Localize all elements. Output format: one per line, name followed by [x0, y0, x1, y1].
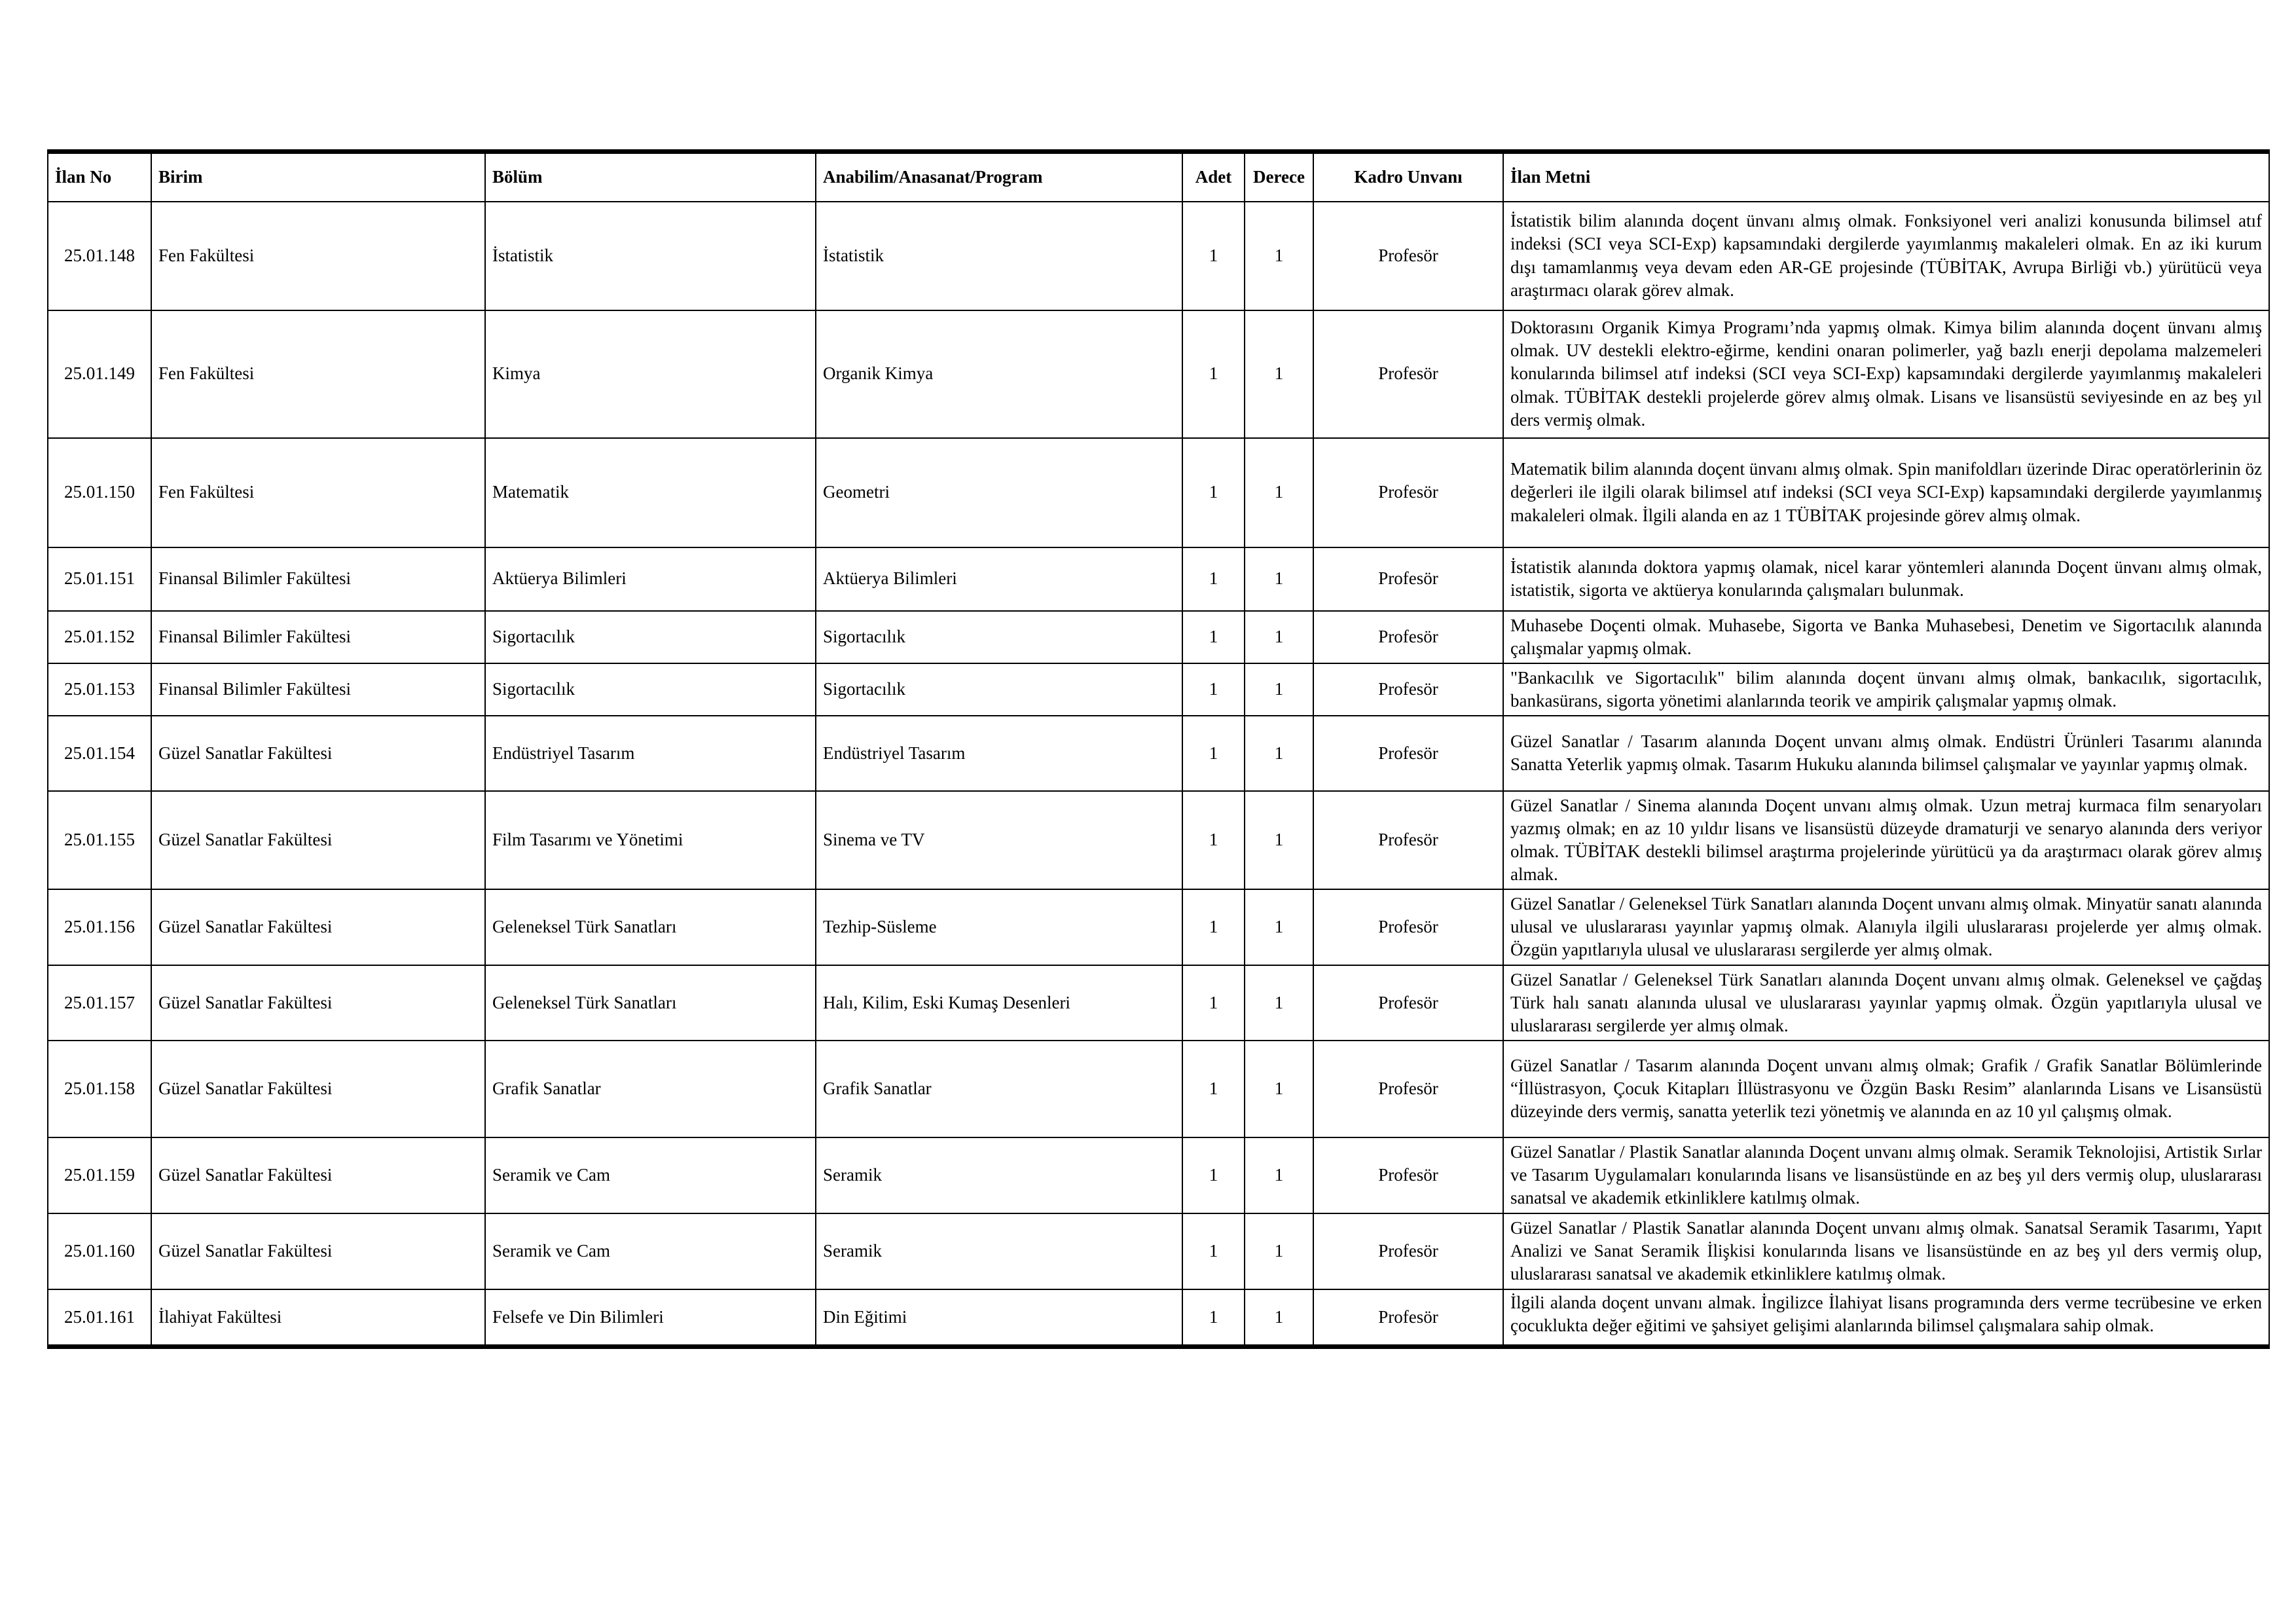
cell-ilan-metni: Güzel Sanatlar / Geleneksel Türk Sanatları alanında Doçent unvanı almış olmak. Minyatür sanatı alanında ulusal ve uluslararası yayınlar yapmış olmak. Alanıyla ilgili uluslararası projelerde yer almış olmak. Özgün yapıtlarıyla ulusal ve uluslararası sergilerde yer almış olmak.	[1503, 889, 2269, 965]
cell-derece: 1	[1245, 965, 1313, 1041]
cell-kadro-unvani: Profesör	[1313, 1213, 1503, 1289]
cell-anabilim: Organik Kimya	[816, 310, 1182, 438]
cell-ilan-no: 25.01.157	[48, 965, 151, 1041]
cell-bolum: İstatistik	[485, 202, 816, 310]
cell-adet: 1	[1182, 965, 1245, 1041]
cell-kadro-unvani: Profesör	[1313, 791, 1503, 889]
cell-bolum: Seramik ve Cam	[485, 1213, 816, 1289]
cell-bolum: Seramik ve Cam	[485, 1137, 816, 1213]
cell-ilan-no: 25.01.153	[48, 663, 151, 716]
cell-adet: 1	[1182, 310, 1245, 438]
cell-adet: 1	[1182, 202, 1245, 310]
cell-ilan-metni: Güzel Sanatlar / Plastik Sanatlar alanında Doçent unvanı almış olmak. Sanatsal Seramik Tasarımı, Yapıt Analizi ve Sanat Seramik İlişkisi konularında lisans ve lisansüstünde en az beş yıl ders vermiş olup, uluslararası sanatsal ve akademik etkinliklere katılmış olmak.	[1503, 1213, 2269, 1289]
cell-adet: 1	[1182, 1289, 1245, 1347]
cell-ilan-no: 25.01.152	[48, 611, 151, 663]
cell-anabilim: Seramik	[816, 1213, 1182, 1289]
table-row	[48, 202, 2269, 310]
cell-anabilim: Tezhip-Süsleme	[816, 889, 1182, 965]
column-header-ilan-metni: İlan Metni	[1503, 152, 2269, 202]
cell-ilan-metni: Güzel Sanatlar / Geleneksel Türk Sanatları alanında Doçent unvanı almış olmak. Geleneksel ve çağdaş Türk halı sanatı alanında ulusal ve uluslararası yayınlar yapmış olmak. Özgün yapıtlarıyla ulusal ve uluslararası sergilerde yer almış olmak.	[1503, 965, 2269, 1041]
cell-anabilim: Grafik Sanatlar	[816, 1041, 1182, 1137]
cell-kadro-unvani: Profesör	[1313, 611, 1503, 663]
cell-ilan-metni: İlgili alanda doçent unvanı almak. İngilizce İlahiyat lisans programında ders verme tecrübesine ve erken çocuklukta değer eğitimi ve şahsiyet gelişimi alanlarında bilimsel çalışmalara sahip olmak.	[1503, 1289, 2269, 1347]
cell-derece: 1	[1245, 663, 1313, 716]
cell-birim: Güzel Sanatlar Fakültesi	[151, 716, 485, 791]
cell-derece: 1	[1245, 1137, 1313, 1213]
table-row	[48, 791, 2269, 889]
cell-derece: 1	[1245, 310, 1313, 438]
column-header-adet: Adet	[1182, 152, 1245, 202]
cell-anabilim: Aktüerya Bilimleri	[816, 547, 1182, 611]
cell-derece: 1	[1245, 1213, 1313, 1289]
cell-ilan-metni: Güzel Sanatlar / Plastik Sanatlar alanında Doçent unvanı almış olmak. Seramik Teknolojisi, Artistik Sırlar ve Tasarım Uygulamaları konularında lisans ve lisansüstünde en az beş yıl ders vermiş olup, uluslararası sanatsal ve akademik etkinliklere katılmış olmak.	[1503, 1137, 2269, 1213]
cell-anabilim: Seramik	[816, 1137, 1182, 1213]
cell-kadro-unvani: Profesör	[1313, 547, 1503, 611]
cell-birim: İlahiyat Fakültesi	[151, 1289, 485, 1347]
cell-ilan-no: 25.01.148	[48, 202, 151, 310]
table-row	[48, 716, 2269, 791]
cell-anabilim: Din Eğitimi	[816, 1289, 1182, 1347]
cell-anabilim: Sinema ve TV	[816, 791, 1182, 889]
table-row	[48, 310, 2269, 438]
cell-ilan-metni: Doktorasını Organik Kimya Programı’nda yapmış olmak. Kimya bilim alanında doçent ünvanı almış olmak. UV destekli elektro-eğirme, kendini onaran polimerler, yağ bazlı enerji depolama malzemeleri konularında bilimsel atıf indeksi (SCI veya SCI-Exp) kapsamındaki dergilerde yayımlanmış makaleleri olmak. TÜBİTAK destekli projelerde görev almış olmak. Lisans ve lisansüstü seviyesinde en az beş yıl ders vermiş olmak.	[1503, 310, 2269, 438]
cell-ilan-no: 25.01.151	[48, 547, 151, 611]
cell-birim: Güzel Sanatlar Fakültesi	[151, 1041, 485, 1137]
cell-birim: Güzel Sanatlar Fakültesi	[151, 889, 485, 965]
cell-bolum: Endüstriyel Tasarım	[485, 716, 816, 791]
cell-bolum: Sigortacılık	[485, 663, 816, 716]
cell-kadro-unvani: Profesör	[1313, 310, 1503, 438]
table-row	[48, 889, 2269, 965]
cell-ilan-metni: Muhasebe Doçenti olmak. Muhasebe, Sigorta ve Banka Muhasebesi, Denetim ve Sigortacılık alanında çalışmalar yapmış olmak.	[1503, 611, 2269, 663]
cell-anabilim: Halı, Kilim, Eski Kumaş Desenleri	[816, 965, 1182, 1041]
cell-bolum: Kimya	[485, 310, 816, 438]
cell-birim: Güzel Sanatlar Fakültesi	[151, 965, 485, 1041]
cell-kadro-unvani: Profesör	[1313, 1289, 1503, 1347]
cell-ilan-metni: Güzel Sanatlar / Tasarım alanında Doçent unvanı almış olmak. Endüstri Ürünleri Tasarımı alanında Sanatta Yeterlik yapmış olmak. Tasarım Hukuku alanında bilimsel çalışmalar ve yayınlar yapmış olmak.	[1503, 716, 2269, 791]
cell-birim: Fen Fakültesi	[151, 310, 485, 438]
kadro-ilan-table	[47, 149, 2270, 1349]
cell-ilan-no: 25.01.154	[48, 716, 151, 791]
cell-adet: 1	[1182, 438, 1245, 547]
cell-bolum: Film Tasarımı ve Yönetimi	[485, 791, 816, 889]
cell-kadro-unvani: Profesör	[1313, 889, 1503, 965]
column-header-bolum: Bölüm	[485, 152, 816, 202]
cell-ilan-metni: Güzel Sanatlar / Sinema alanında Doçent unvanı almış olmak. Uzun metraj kurmaca film senaryoları yazmış olmak; en az 10 yıldır lisans ve lisansüstü düzeyde dramaturji ve senaryo alanında ders veriyor olmak. TÜBİTAK destekli bilimsel araştırma projelerinde yürütücü ya da araştırmacı olarak görev almış almak.	[1503, 791, 2269, 889]
cell-bolum: Geleneksel Türk Sanatları	[485, 965, 816, 1041]
cell-adet: 1	[1182, 791, 1245, 889]
cell-derece: 1	[1245, 1041, 1313, 1137]
cell-kadro-unvani: Profesör	[1313, 438, 1503, 547]
cell-kadro-unvani: Profesör	[1313, 1041, 1503, 1137]
cell-adet: 1	[1182, 1041, 1245, 1137]
table-row	[48, 965, 2269, 1041]
cell-bolum: Aktüerya Bilimleri	[485, 547, 816, 611]
cell-adet: 1	[1182, 611, 1245, 663]
cell-anabilim: Sigortacılık	[816, 663, 1182, 716]
cell-birim: Finansal Bilimler Fakültesi	[151, 547, 485, 611]
column-header-kadro-unvani: Kadro Unvanı	[1313, 152, 1503, 202]
cell-anabilim: Endüstriyel Tasarım	[816, 716, 1182, 791]
cell-birim: Güzel Sanatlar Fakültesi	[151, 1213, 485, 1289]
cell-ilan-metni: İstatistik bilim alanında doçent ünvanı almış olmak. Fonksiyonel veri analizi konusunda bilimsel atıf indeksi (SCI veya SCI-Exp) kapsamındaki dergilerde yayımlanmış makaleleri olmak. En az iki kurum dışı tamamlanmış veya devam eden AR-GE projesinde (TÜBİTAK, Avrupa Birliği vb.) yürütücü veya araştırmacı olarak görev almak.	[1503, 202, 2269, 310]
cell-derece: 1	[1245, 716, 1313, 791]
table-row	[48, 1213, 2269, 1289]
cell-ilan-metni: "Bankacılık ve Sigortacılık" bilim alanında doçent ünvanı almış olmak, bankacılık, sigortacılık, bankasürans, sigorta yönetimi alanlarında teorik ve ampirik çalışmalar yapmış olmak.	[1503, 663, 2269, 716]
cell-derece: 1	[1245, 791, 1313, 889]
column-header-derece: Derece	[1245, 152, 1313, 202]
cell-adet: 1	[1182, 1213, 1245, 1289]
cell-ilan-no: 25.01.160	[48, 1213, 151, 1289]
cell-birim: Güzel Sanatlar Fakültesi	[151, 1137, 485, 1213]
cell-adet: 1	[1182, 889, 1245, 965]
cell-derece: 1	[1245, 438, 1313, 547]
cell-ilan-metni: İstatistik alanında doktora yapmış olamak, nicel karar yöntemleri alanında Doçent ünvanı almış olmak, istatistik, sigorta ve aktüerya konularında çalışmaları bulunmak.	[1503, 547, 2269, 611]
header-row	[48, 152, 2269, 202]
cell-derece: 1	[1245, 1289, 1313, 1347]
cell-bolum: Grafik Sanatlar	[485, 1041, 816, 1137]
cell-adet: 1	[1182, 663, 1245, 716]
table-row	[48, 611, 2269, 663]
cell-kadro-unvani: Profesör	[1313, 663, 1503, 716]
column-header-birim: Birim	[151, 152, 485, 202]
cell-kadro-unvani: Profesör	[1313, 716, 1503, 791]
cell-ilan-no: 25.01.161	[48, 1289, 151, 1347]
cell-derece: 1	[1245, 547, 1313, 611]
cell-kadro-unvani: Profesör	[1313, 202, 1503, 310]
cell-derece: 1	[1245, 611, 1313, 663]
cell-birim: Fen Fakültesi	[151, 202, 485, 310]
cell-derece: 1	[1245, 202, 1313, 310]
cell-adet: 1	[1182, 1137, 1245, 1213]
cell-kadro-unvani: Profesör	[1313, 1137, 1503, 1213]
cell-birim: Fen Fakültesi	[151, 438, 485, 547]
table-row	[48, 438, 2269, 547]
cell-birim: Güzel Sanatlar Fakültesi	[151, 791, 485, 889]
cell-adet: 1	[1182, 716, 1245, 791]
cell-birim: Finansal Bilimler Fakültesi	[151, 663, 485, 716]
table-row	[48, 1289, 2269, 1347]
cell-ilan-metni: Güzel Sanatlar / Tasarım alanında Doçent unvanı almış olmak; Grafik / Grafik Sanatlar Bölümlerinde “İllüstrasyon, Çocuk Kitapları İllüstrasyonu ve Özgün Baskı Resim” alanlarında Lisans ve Lisansüstü düzeyinde ders vermiş, sanatta yeterlik tezi yönetmiş ve alanında en az 10 yıl çalışmış olmak.	[1503, 1041, 2269, 1137]
table-row	[48, 1137, 2269, 1213]
cell-derece: 1	[1245, 889, 1313, 965]
cell-birim: Finansal Bilimler Fakültesi	[151, 611, 485, 663]
cell-anabilim: Geometri	[816, 438, 1182, 547]
table-row	[48, 663, 2269, 716]
cell-ilan-no: 25.01.159	[48, 1137, 151, 1213]
cell-adet: 1	[1182, 547, 1245, 611]
cell-bolum: Felsefe ve Din Bilimleri	[485, 1289, 816, 1347]
cell-ilan-no: 25.01.149	[48, 310, 151, 438]
column-header-anabilim: Anabilim/Anasanat/Program	[816, 152, 1182, 202]
cell-ilan-no: 25.01.156	[48, 889, 151, 965]
cell-ilan-no: 25.01.150	[48, 438, 151, 547]
table-row	[48, 1041, 2269, 1137]
cell-kadro-unvani: Profesör	[1313, 965, 1503, 1041]
cell-bolum: Matematik	[485, 438, 816, 547]
cell-bolum: Sigortacılık	[485, 611, 816, 663]
cell-ilan-no: 25.01.155	[48, 791, 151, 889]
table-header	[48, 152, 2269, 202]
cell-anabilim: Sigortacılık	[816, 611, 1182, 663]
cell-bolum: Geleneksel Türk Sanatları	[485, 889, 816, 965]
table-body	[48, 202, 2269, 1347]
column-header-ilan-no: İlan No	[48, 152, 151, 202]
cell-ilan-metni: Matematik bilim alanında doçent ünvanı almış olmak. Spin manifoldları üzerinde Dirac operatörlerinin öz değerleri ile ilgili olarak bilimsel atıf indeksi (SCI veya SCI-Exp) kapsamındaki dergilerde yayımlanmış makaleleri olmak. İlgili alanda en az 1 TÜBİTAK projesinde görev almış olmak.	[1503, 438, 2269, 547]
table-row	[48, 547, 2269, 611]
cell-anabilim: İstatistik	[816, 202, 1182, 310]
cell-ilan-no: 25.01.158	[48, 1041, 151, 1137]
